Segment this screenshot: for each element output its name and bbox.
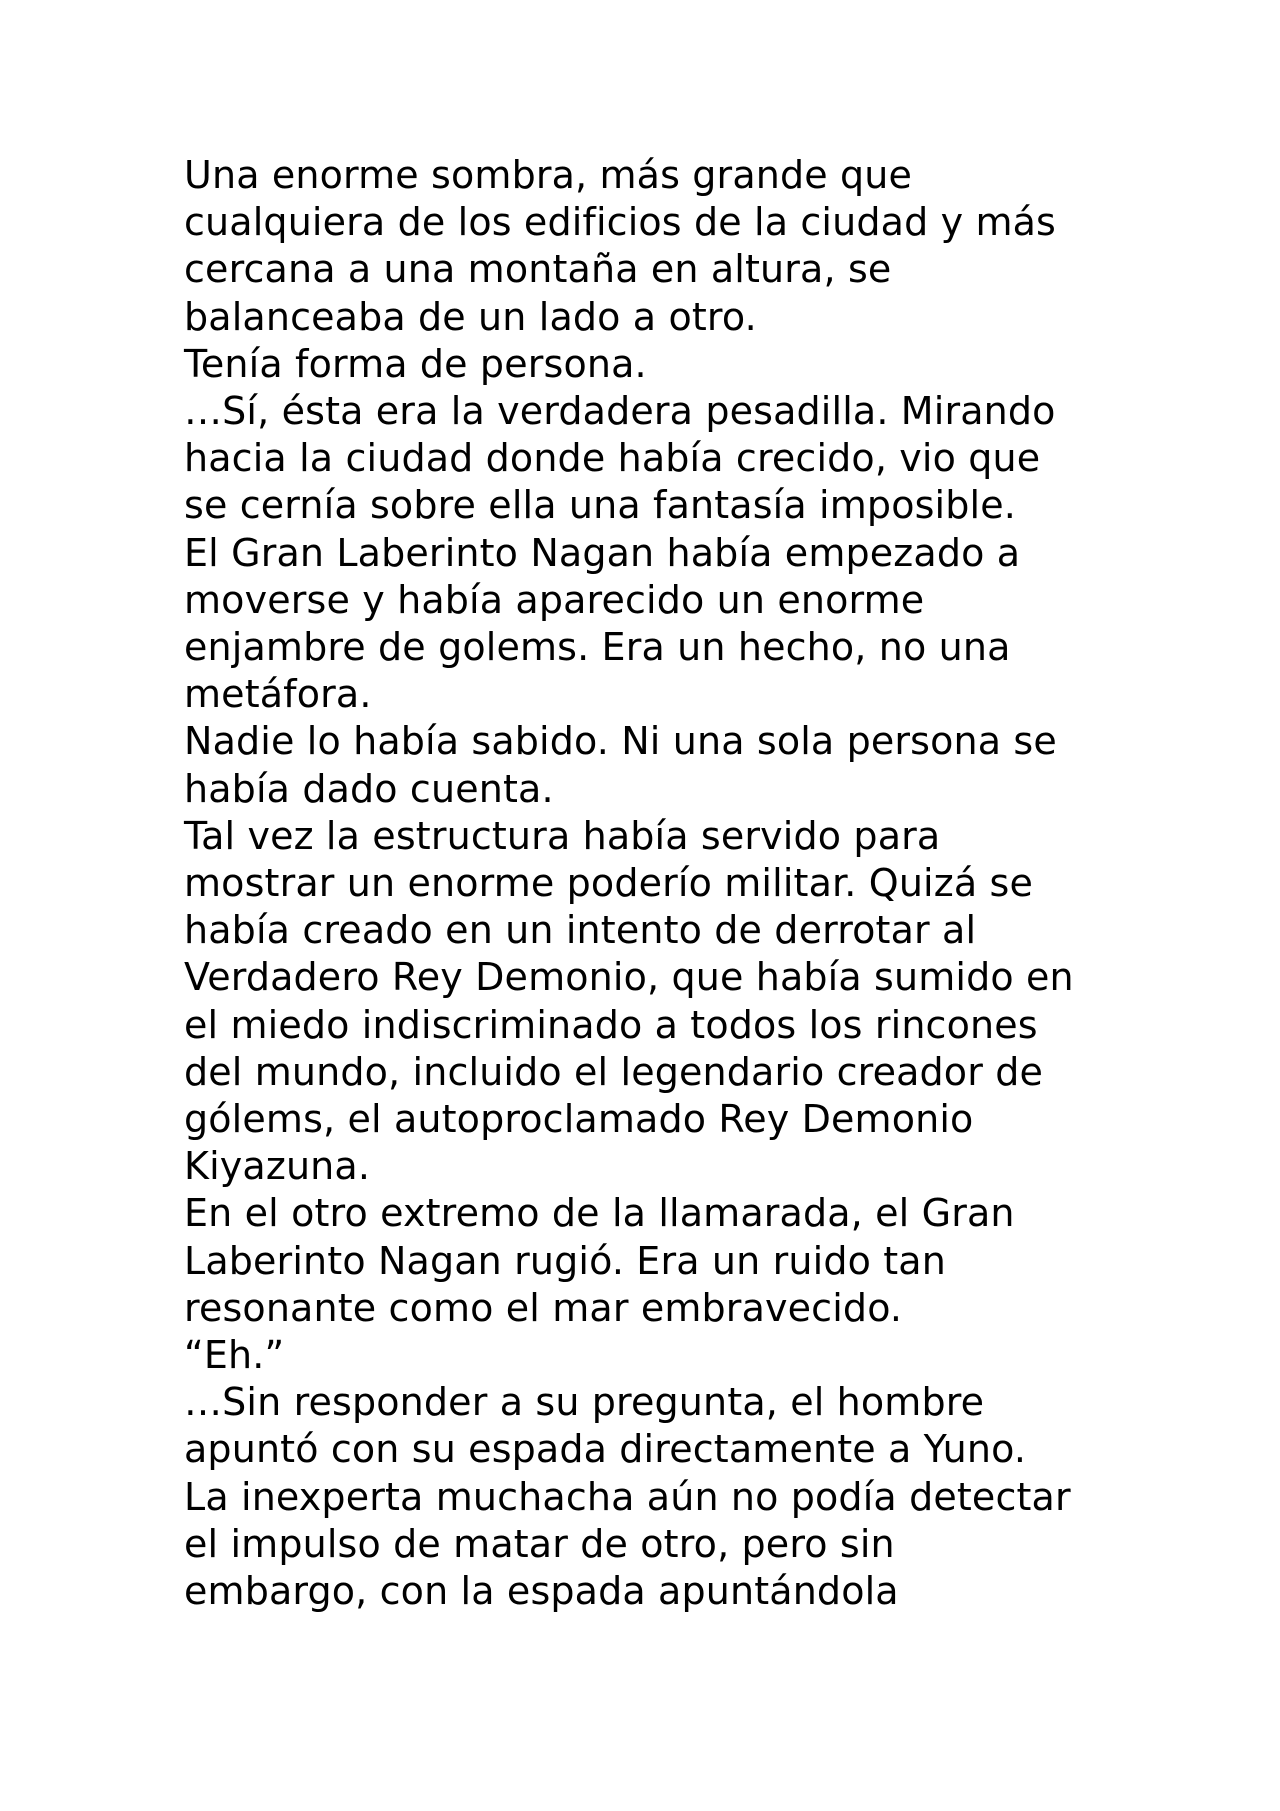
text-line: …Sí, ésta era la verdadera pesadilla. Mirando [184, 389, 1056, 434]
text-line: Verdadero Rey Demonio, que había sumido en [184, 955, 1074, 1000]
text-line: Tenía forma de persona. [184, 341, 647, 386]
text-line: Nadie lo había sabido. Ni una sola persona se [184, 719, 1057, 764]
text-line: se cernía sobre ella una fantasía imposible. [184, 483, 1016, 528]
text-line: hacia la ciudad donde había crecido, vio que [184, 436, 1041, 481]
text-line: había creado en un intento de derrotar al [184, 908, 977, 953]
text-line: del mundo, incluido el legendario creador de [184, 1049, 1044, 1094]
text-line: cualquiera de los edificios de la ciudad y más [184, 200, 1056, 245]
text-line: el impulso de matar de otro, pero sin [184, 1521, 895, 1566]
text-line: cercana a una montaña en altura, se [184, 247, 892, 292]
text-line: balanceaba de un lado a otro. [184, 294, 757, 339]
text-line: gólems, el autoproclamado Rey Demonio [184, 1097, 974, 1142]
text-line: Una enorme sombra, más grande que [184, 153, 913, 197]
text-line: El Gran Laberinto Nagan había empezado a [184, 530, 1021, 575]
text-line: Tal vez la estructura había servido para [184, 813, 941, 858]
text-line: Kiyazuna. [184, 1144, 371, 1189]
text-line: En el otro extremo de la llamarada, el Gran [184, 1191, 1015, 1236]
text-line: embargo, con la espada apuntándola [184, 1569, 899, 1614]
text-line: metáfora. [184, 672, 372, 717]
text-line: La inexperta muchacha aún no podía detectar [184, 1474, 1071, 1519]
text-line: enjambre de golems. Era un hecho, no una [184, 625, 1011, 670]
text-line: …Sin responder a su pregunta, el hombre [184, 1380, 985, 1425]
text-line: el miedo indiscriminado a todos los rincones [184, 1002, 1038, 1047]
text-line: había dado cuenta. [184, 766, 554, 811]
text-line: apuntó con su espada directamente a Yuno. [184, 1427, 1027, 1472]
document-text [184, 152, 1184, 1615]
text-line: resonante como el mar embravecido. [184, 1285, 903, 1330]
text-line: moverse y había aparecido un enorme [184, 577, 925, 622]
text-line: “Eh.” [184, 1333, 285, 1378]
text-line: Laberinto Nagan rugió. Era un ruido tan [184, 1238, 946, 1283]
text-line: mostrar un enorme poderío militar. Quizá se [184, 861, 1033, 906]
